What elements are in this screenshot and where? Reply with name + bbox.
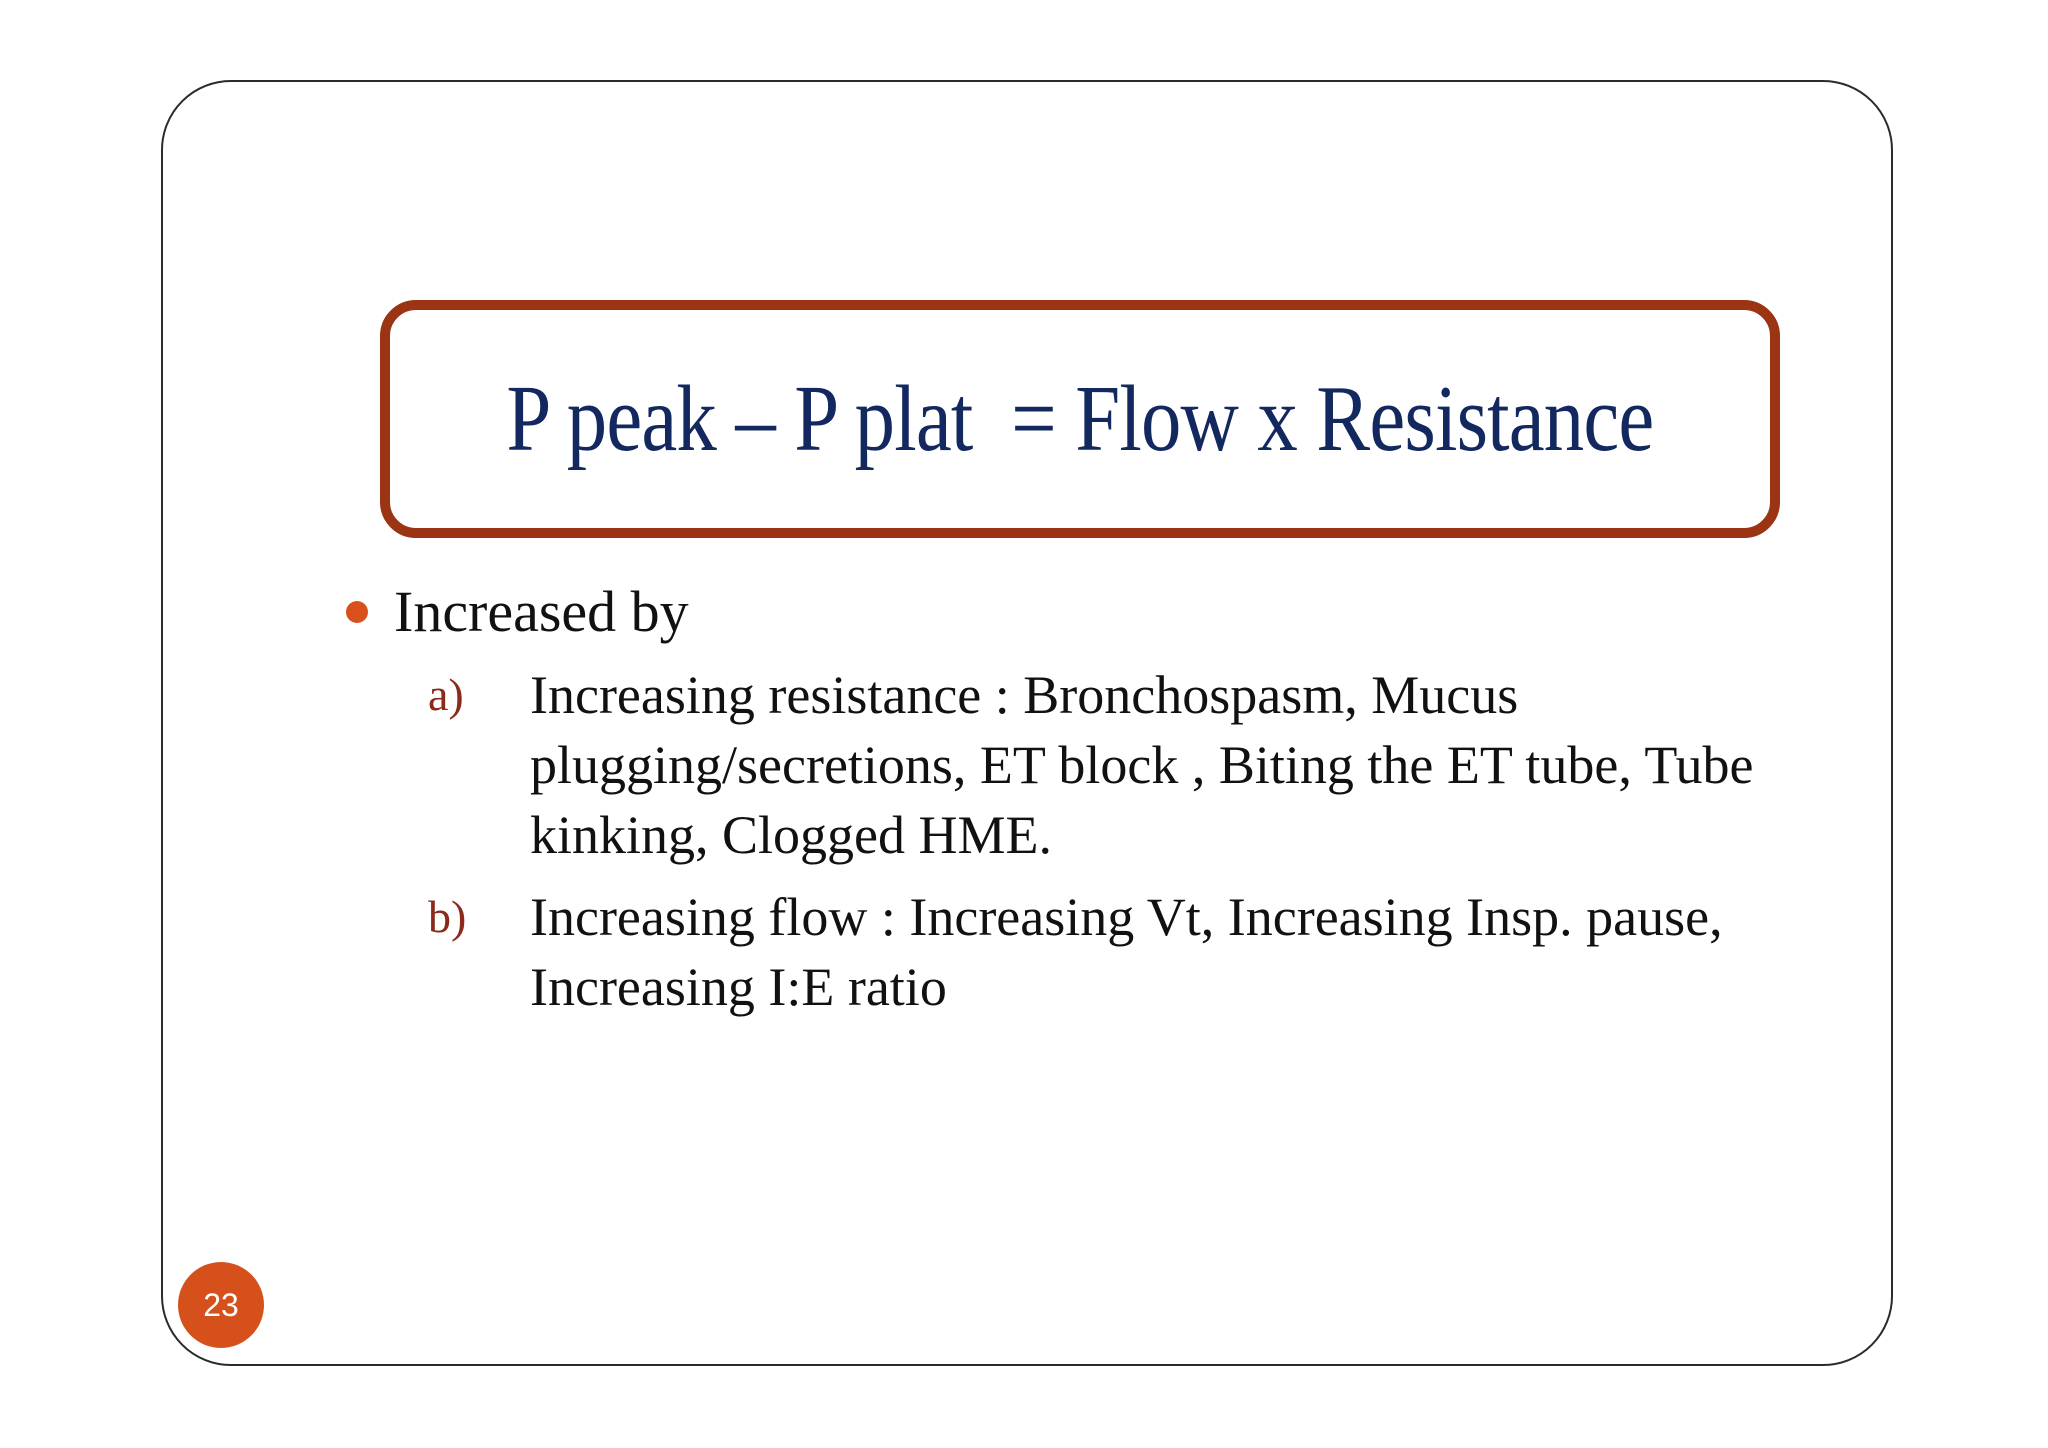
sub-item-marker: a) [428, 669, 464, 720]
sub-item-b [428, 882, 1790, 1022]
sub-item-text: Increasing resistance : Bronchospasm, Mucus plugging/secretions, ET block , Biting the ET tube, Tube kinking, Clogged HME. [530, 665, 1754, 865]
formula-text: P peak – P plat = Flow x Resistance [506, 367, 1654, 471]
bullet-item [346, 578, 689, 645]
sub-item-a [428, 660, 1790, 870]
sub-item-text: Increasing flow : Increasing Vt, Increasing Insp. pause, Increasing I:E ratio [530, 887, 1723, 1017]
formula-box [380, 300, 1780, 538]
bullet-dot-icon [346, 601, 368, 623]
bullet-text: Increased by [394, 579, 689, 644]
sub-item-marker: b) [428, 891, 467, 942]
page-number-badge [178, 1262, 264, 1348]
page-number: 23 [203, 1286, 239, 1323]
